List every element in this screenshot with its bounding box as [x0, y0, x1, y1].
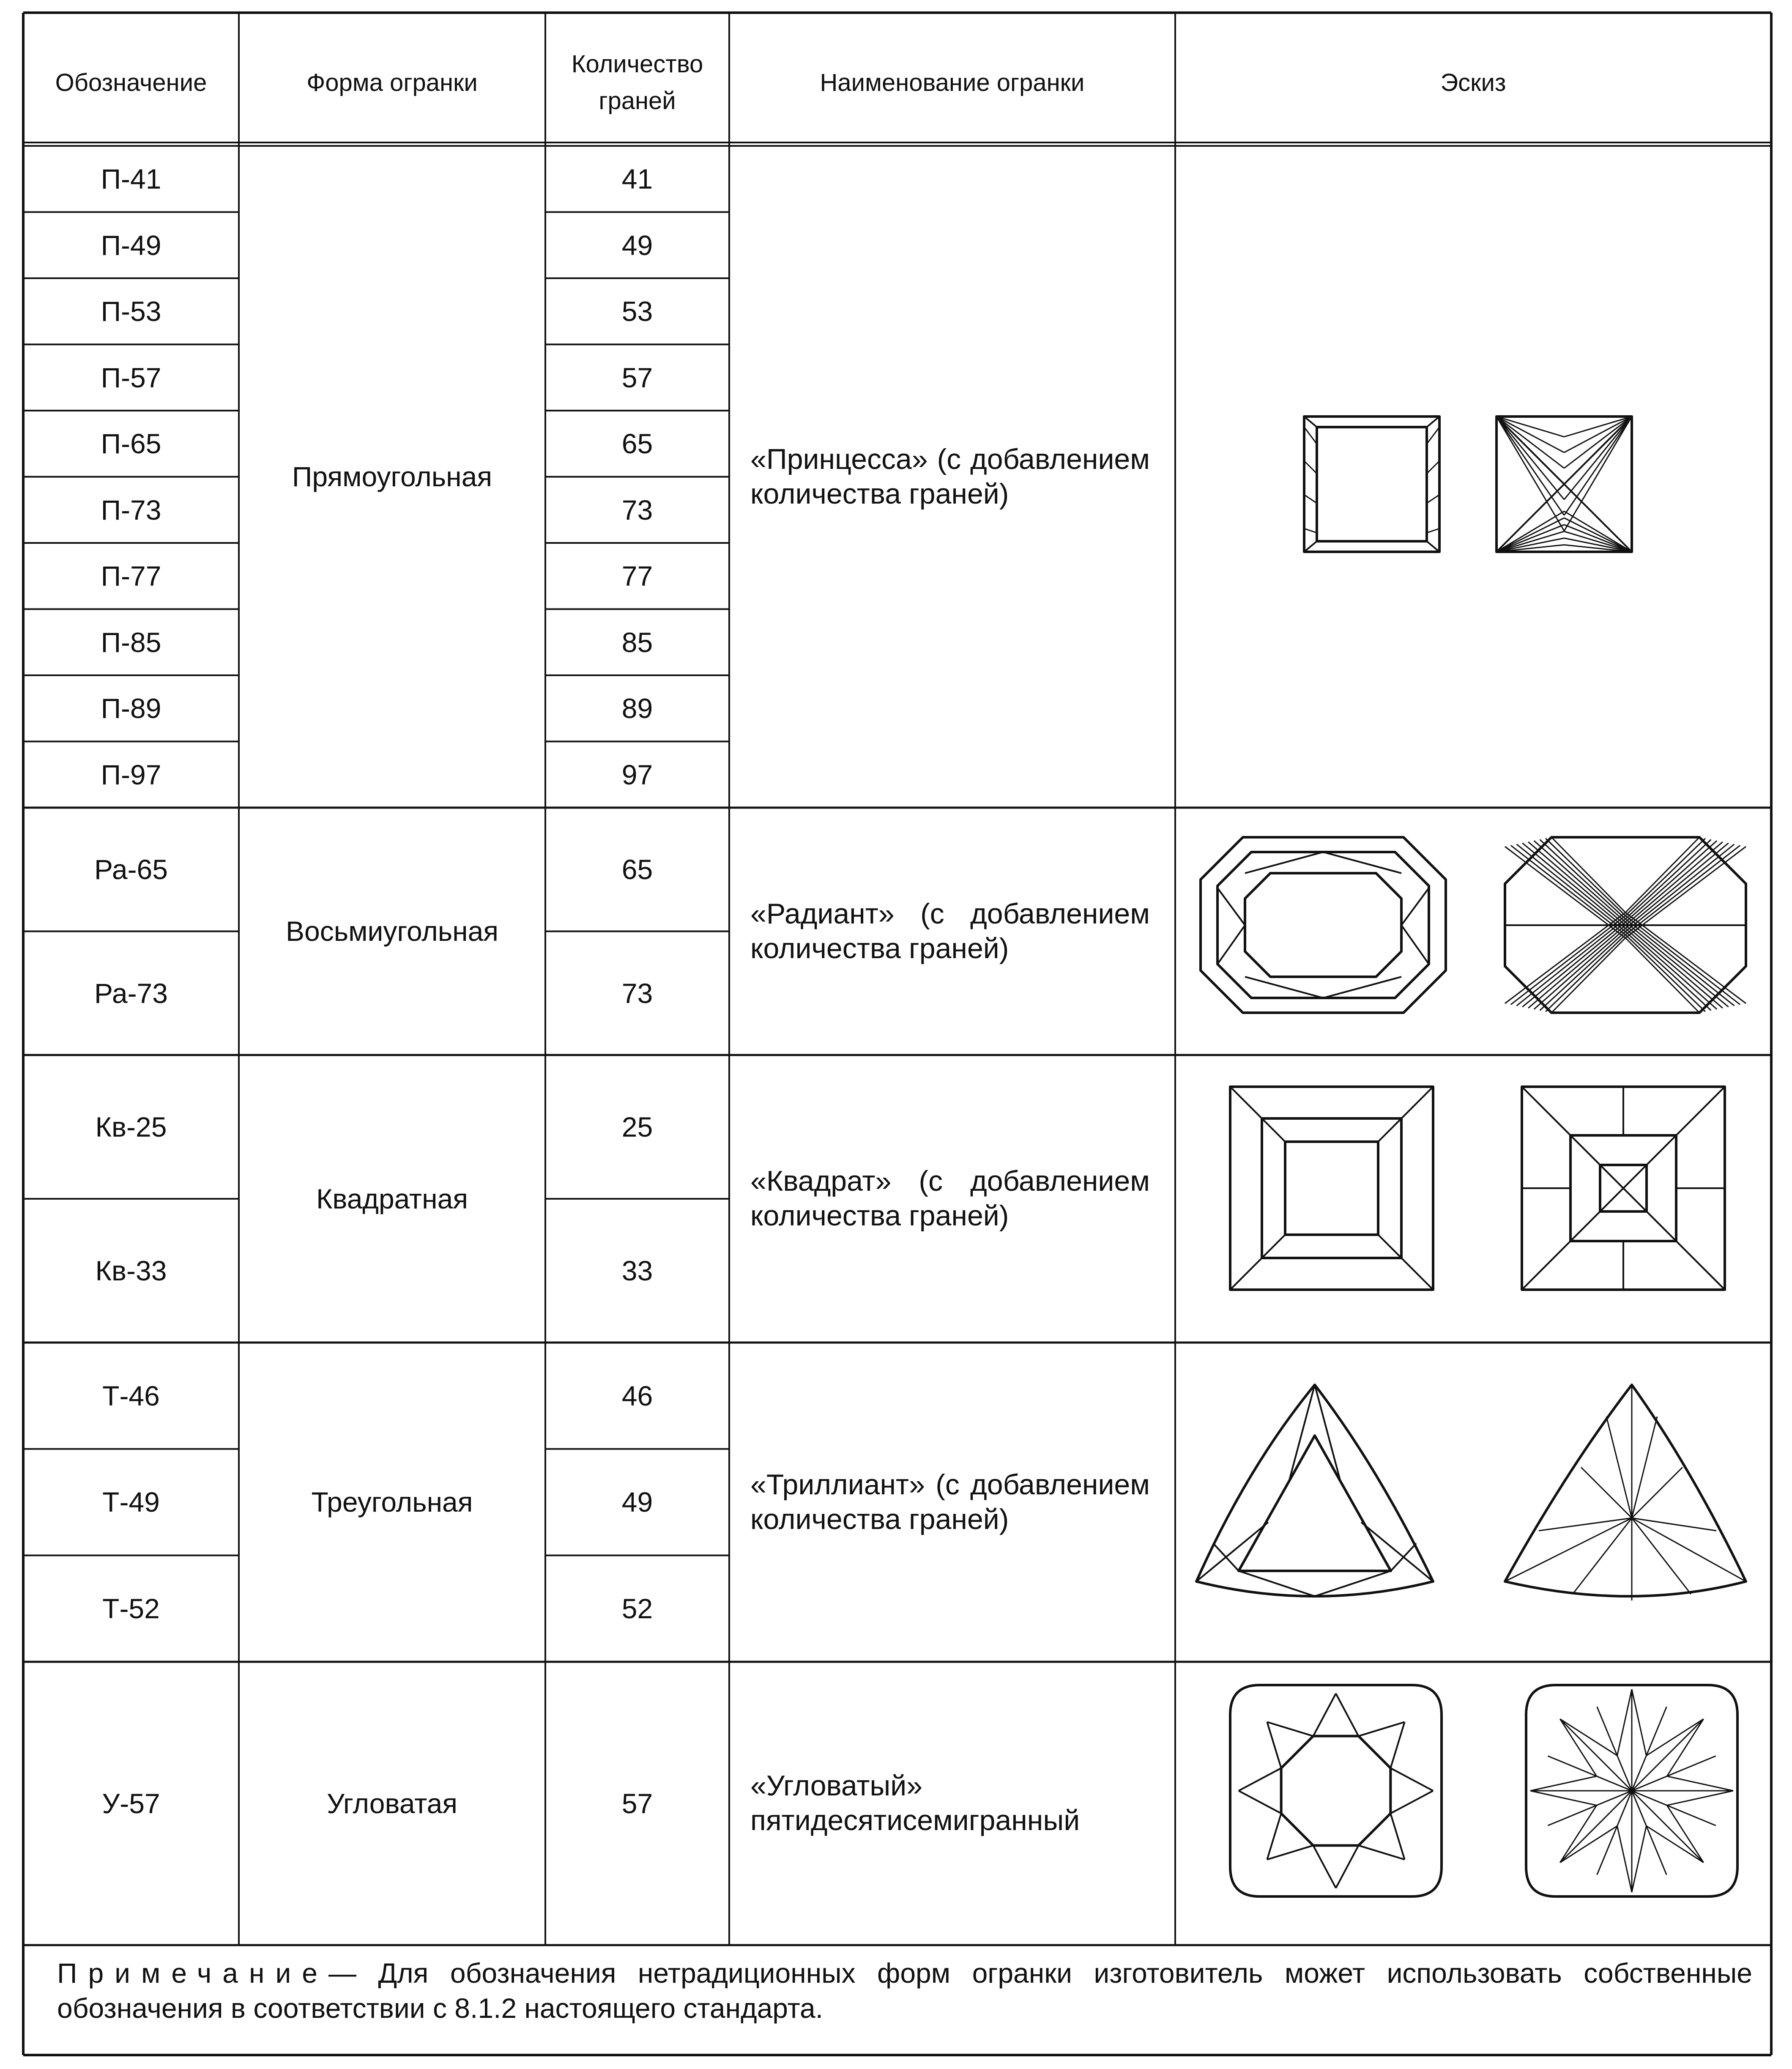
- cushion-facet: [1390, 1722, 1404, 1768]
- square-facet: [1230, 1087, 1285, 1142]
- trilliant-facet: [1196, 1522, 1268, 1581]
- radiant-facet: [1401, 888, 1429, 925]
- cut-form-cell: Треугольная: [311, 1486, 473, 1518]
- princess-facet: [1427, 529, 1439, 533]
- radiant-facet: [1625, 929, 1717, 1009]
- facet-count-cell: 57: [621, 1787, 653, 1819]
- cut-form-cell: Прямоугольная: [292, 461, 492, 493]
- princess-facet: [1427, 495, 1439, 503]
- square-facet: [1230, 1235, 1285, 1290]
- radiant-facet: [1534, 929, 1625, 1009]
- designation-cell: Т-52: [102, 1592, 160, 1624]
- cushion-facet: [1667, 1805, 1704, 1862]
- designation-cell: П-97: [101, 759, 161, 790]
- facet-count-cell: 52: [621, 1592, 653, 1624]
- cushion-facet: [1359, 1845, 1405, 1859]
- facet-count-cell: 97: [621, 759, 653, 790]
- header-designation: Обозначение: [55, 69, 207, 96]
- princess-facet: [1564, 538, 1632, 552]
- princess-facet: [1497, 538, 1564, 552]
- radiant-facet: [1625, 916, 1740, 1005]
- cushion-facet: [1267, 1722, 1281, 1768]
- princess-facet: [1304, 541, 1317, 552]
- facet-count-cell: 49: [621, 1486, 653, 1518]
- princess-facet: [1427, 417, 1439, 427]
- facet-count-cell: 65: [621, 428, 653, 459]
- designation-cell: Ра-73: [94, 977, 168, 1009]
- cushion-facet: [1646, 1719, 1703, 1756]
- trilliant-facet: [1632, 1467, 1683, 1518]
- princess-facet: [1497, 551, 1564, 552]
- square-facet: [1378, 1087, 1433, 1142]
- princess-facet: [1304, 529, 1317, 533]
- header-facet-count-line1: Количество: [571, 50, 703, 78]
- facet-count-cell: 25: [621, 1111, 653, 1143]
- cushion-facet: [1632, 1689, 1646, 1756]
- radiant-facet: [1625, 843, 1729, 929]
- princess-facet: [1564, 417, 1632, 468]
- radiant-facet: [1625, 925, 1723, 1008]
- designation-cell: П-53: [101, 296, 161, 327]
- trilliant-facet: [1632, 1518, 1691, 1594]
- facet-count-cell: 33: [621, 1255, 653, 1286]
- note-label: Примечание: [57, 1957, 329, 1989]
- trilliant-facet: [1361, 1522, 1433, 1581]
- cushion-facet: [1313, 1845, 1336, 1888]
- princess-crown-outline: [1304, 417, 1439, 552]
- facet-count-cell: 85: [621, 626, 653, 658]
- princess-facet: [1564, 551, 1632, 552]
- designation-cell: П-65: [101, 428, 161, 459]
- cushion-facet: [1560, 1826, 1617, 1863]
- radiant-facet: [1323, 852, 1401, 873]
- cushion-facet: [1632, 1826, 1646, 1892]
- princess-facet: [1427, 541, 1439, 552]
- trilliant-facet: [1606, 1417, 1632, 1518]
- square-facet: [1378, 1235, 1433, 1290]
- radiant-facet: [1217, 925, 1245, 964]
- princess-facet: [1304, 417, 1317, 427]
- table-note: [57, 1956, 1752, 2025]
- radiant-facet: [1522, 843, 1625, 929]
- radiant-facet: [1401, 925, 1429, 964]
- header-sketch: Эскиз: [1440, 69, 1506, 96]
- cushion-facet: [1267, 1814, 1281, 1860]
- facet-count-cell: 49: [621, 229, 653, 261]
- princess-facet: [1564, 417, 1632, 515]
- cushion-facet: [1667, 1719, 1704, 1776]
- facet-count-cell: 41: [621, 163, 653, 195]
- trilliant-facet: [1315, 1385, 1340, 1480]
- princess-facet: [1304, 461, 1317, 474]
- cut-name-cell: «Угловатый» пятидесятисемигранный: [750, 1770, 1080, 1836]
- designation-cell: У-57: [102, 1787, 160, 1819]
- princess-facet: [1564, 417, 1632, 499]
- cushion-facet: [1239, 1791, 1281, 1814]
- note-text: — Для обозначения нетрадиционных форм огранки изготовитель может использовать собственные обозначения в соответствии с 8.1.2 настоящего стандарта.: [57, 1957, 1752, 2024]
- radiant-facet: [1625, 913, 1746, 1003]
- cushion-facet: [1667, 1791, 1733, 1805]
- cushion-facet: [1239, 1768, 1281, 1791]
- designation-cell: П-77: [101, 560, 161, 592]
- facet-count-cell: 53: [621, 296, 653, 327]
- radiant-facet: [1505, 847, 1625, 938]
- designation-cell: Т-49: [102, 1486, 160, 1518]
- designation-cell: П-89: [101, 693, 161, 724]
- cut-form-cell: Восьмиугольная: [285, 915, 499, 947]
- radiant-facet: [1534, 841, 1625, 922]
- header-cut-name: Наименование огранки: [820, 69, 1085, 96]
- cushion-facet: [1530, 1791, 1597, 1805]
- princess-facet: [1427, 461, 1439, 474]
- radiant-facet: [1217, 888, 1245, 925]
- facet-count-cell: 46: [621, 1380, 653, 1411]
- radiant-facet: [1505, 913, 1625, 1003]
- header-cut-form: Форма огранки: [306, 69, 478, 96]
- radiant-facet: [1511, 845, 1625, 934]
- radiant-facet: [1522, 922, 1625, 1007]
- cushion-facet: [1336, 1845, 1359, 1888]
- cushion-facet: [1646, 1826, 1703, 1863]
- cushion-facet: [1313, 1694, 1336, 1736]
- radiant-facet: [1625, 847, 1746, 938]
- cushion-facet: [1336, 1694, 1359, 1736]
- cushion-crown-outline: [1230, 1685, 1442, 1896]
- radiant-crown-outline: [1201, 837, 1446, 1013]
- princess-facet: [1497, 417, 1564, 499]
- cut-name-cell: «Принцесса» (с добавлением количества граней): [750, 443, 1150, 510]
- radiant-facet: [1625, 922, 1729, 1007]
- square-crown-table: [1285, 1142, 1378, 1235]
- facet-count-cell: 65: [621, 854, 653, 885]
- cut-name-cell: «Радиант» (с добавлением количества граней): [750, 897, 1150, 965]
- trilliant-facet: [1213, 1543, 1239, 1571]
- radiant-facet: [1625, 840, 1711, 919]
- princess-facet: [1304, 495, 1317, 503]
- princess-crown-inner: [1317, 427, 1427, 541]
- designation-cell: П-73: [101, 494, 161, 526]
- cushion-facet: [1267, 1845, 1313, 1859]
- cushion-facet: [1530, 1776, 1597, 1791]
- radiant-facet: [1245, 852, 1323, 873]
- radiant-facet: [1625, 841, 1717, 922]
- designation-cell: П-41: [101, 163, 161, 195]
- facet-count-cell: 57: [621, 362, 653, 393]
- radiant-facet: [1540, 932, 1626, 1011]
- radiant-facet: [1540, 840, 1626, 919]
- cushion-crown-table: [1281, 1736, 1391, 1846]
- facet-count-cell: 89: [621, 693, 653, 724]
- designation-cell: Кв-25: [95, 1111, 167, 1143]
- princess-facet: [1304, 427, 1317, 444]
- radiant-crown-table: [1245, 873, 1401, 977]
- designation-cell: Ра-65: [94, 854, 168, 885]
- radiant-facet: [1528, 842, 1625, 925]
- radiant-facet: [1625, 932, 1711, 1011]
- radiant-facet: [1625, 845, 1740, 934]
- cut-form-cell: Квадратная: [316, 1183, 468, 1214]
- radiant-facet: [1511, 916, 1625, 1005]
- trilliant-crown-table: [1239, 1436, 1391, 1571]
- princess-facet: [1427, 427, 1439, 444]
- cushion-facet: [1560, 1719, 1597, 1776]
- header-facet-count: [545, 19, 729, 146]
- designation-cell: П-57: [101, 362, 161, 393]
- trilliant-facet: [1391, 1543, 1416, 1571]
- cushion-facet: [1632, 1719, 1704, 1791]
- cushion-facet: [1617, 1826, 1632, 1892]
- trilliant-facet: [1573, 1518, 1632, 1594]
- cut-name-cell: «Триллиант» (с добавлением количества граней): [750, 1468, 1150, 1535]
- trilliant-facet: [1632, 1518, 1746, 1581]
- designation-cell: Т-46: [102, 1380, 160, 1411]
- radiant-facet: [1625, 842, 1723, 925]
- cushion-facet: [1267, 1722, 1313, 1736]
- cushion-facet: [1617, 1689, 1632, 1756]
- cushion-facet: [1390, 1791, 1433, 1814]
- designation-cell: П-85: [101, 626, 161, 658]
- cut-name-cell: «Квадрат» (с добавлением количества граней): [750, 1165, 1150, 1232]
- designation-cell: Кв-33: [95, 1255, 167, 1286]
- header-facet-count-line2: граней: [599, 87, 676, 115]
- trilliant-facet: [1581, 1467, 1632, 1518]
- facet-count-cell: 73: [621, 977, 653, 1009]
- cushion-facet: [1390, 1768, 1433, 1791]
- trilliant-facet: [1632, 1417, 1657, 1518]
- cut-form-cell: Угловатая: [326, 1787, 458, 1819]
- radiant-facet: [1245, 977, 1323, 998]
- cushion-facet: [1632, 1791, 1704, 1863]
- cushion-facet: [1560, 1805, 1597, 1862]
- cushion-facet: [1390, 1814, 1404, 1860]
- cushion-facet: [1667, 1776, 1733, 1791]
- cushion-facet: [1359, 1722, 1405, 1736]
- facet-count-cell: 73: [621, 494, 653, 526]
- princess-facet: [1497, 417, 1564, 468]
- radiant-facet: [1323, 977, 1401, 998]
- princess-facet: [1497, 417, 1564, 515]
- cushion-facet: [1560, 1791, 1632, 1863]
- radiant-facet: [1528, 925, 1625, 1008]
- cushion-facet: [1560, 1719, 1617, 1756]
- facet-count-cell: 77: [621, 560, 653, 592]
- cushion-facet: [1560, 1719, 1632, 1791]
- designation-cell: П-49: [101, 229, 161, 261]
